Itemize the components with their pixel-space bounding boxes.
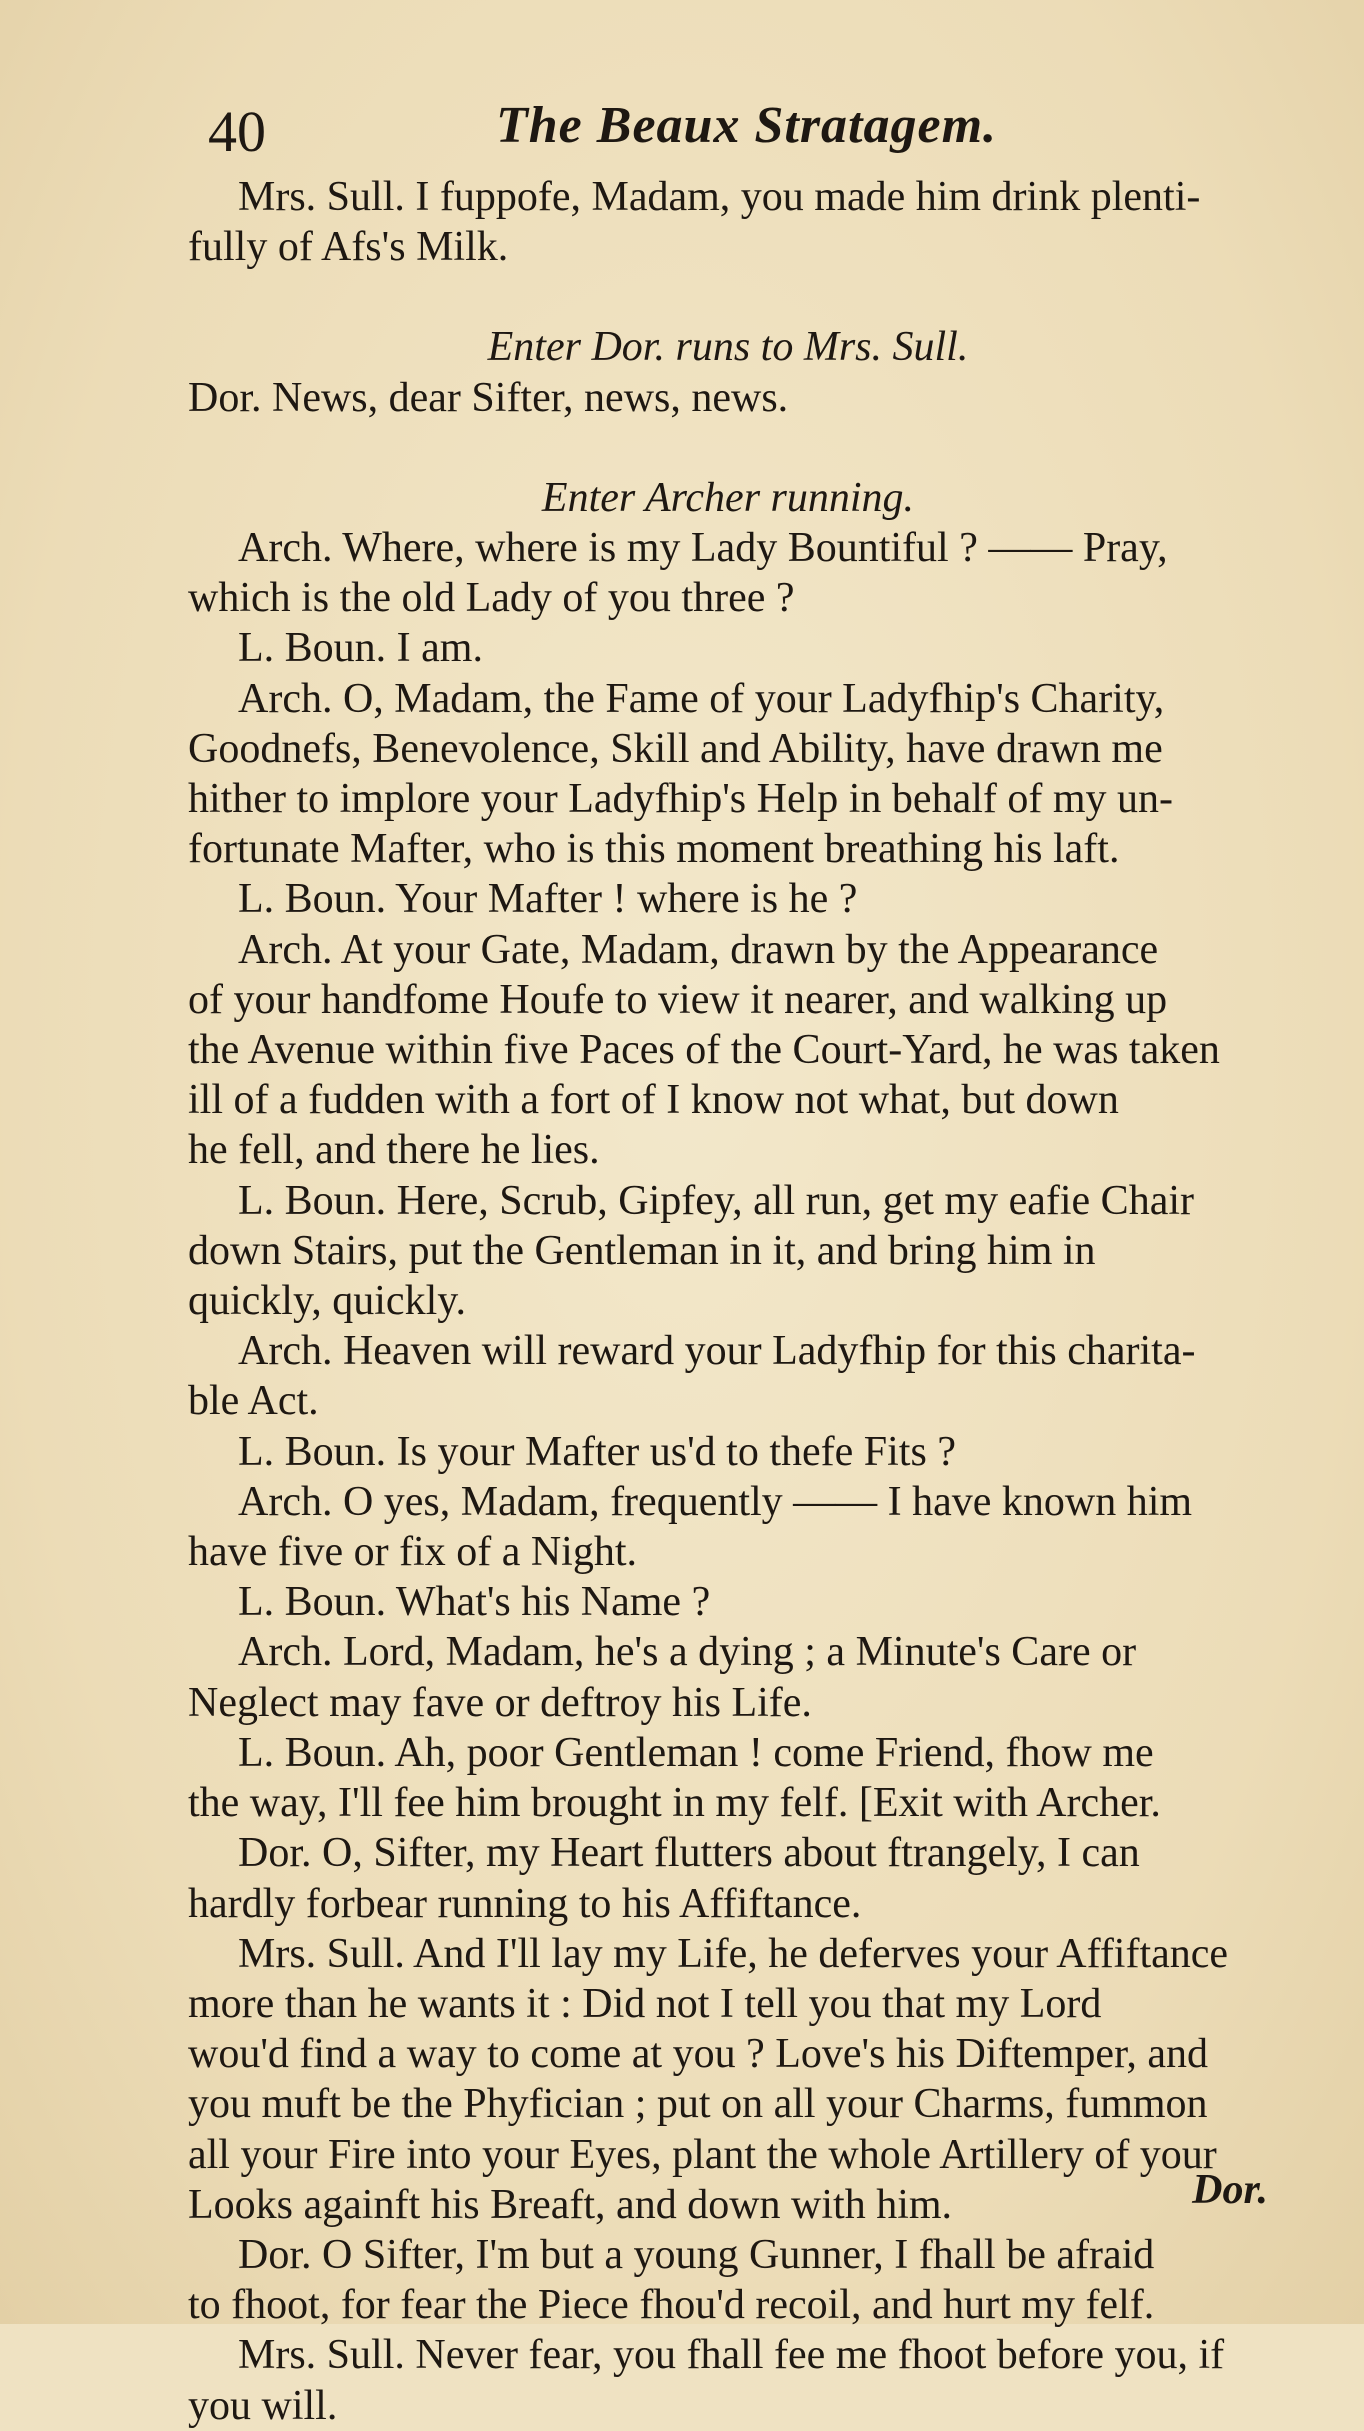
catchword: Dor. bbox=[1192, 2167, 1268, 2213]
text-line: Dor. O, Sifter, my Heart flutters about ftrangely, I can bbox=[238, 1830, 1140, 1877]
text-line: wou'd find a way to come at you ? Love's his Diftemper, and bbox=[188, 2031, 1209, 2078]
stage-direction: Enter Dor. runs to Mrs. Sull. bbox=[487, 324, 969, 371]
text-line: ill of a fudden with a fort of I know not what, but down bbox=[188, 1077, 1119, 1124]
text-line: the Avenue within five Paces of the Court-Yard, he was taken bbox=[188, 1027, 1220, 1074]
text-line: Arch. Heaven will reward your Ladyfhip for this charita- bbox=[238, 1328, 1196, 1375]
running-title: The Beaux Stratagem. bbox=[496, 97, 998, 154]
text-line: down Stairs, put the Gentleman in it, and bring him in bbox=[188, 1227, 1096, 1274]
text-line: L. Boun. Your Mafter ! where is he ? bbox=[238, 876, 858, 923]
text-line: have five or fix of a Night. bbox=[188, 1529, 638, 1576]
text-line: hither to implore your Ladyfhip's Help in behalf of my un- bbox=[188, 776, 1174, 823]
text-line: L. Boun. I am. bbox=[238, 625, 483, 672]
text-line: Looks againft his Breaft, and down with him. bbox=[188, 2181, 953, 2228]
text-line: which is the old Lady of you three ? bbox=[188, 575, 795, 622]
text-line: L. Boun. What's his Name ? bbox=[238, 1579, 711, 1626]
text-line: of your handfome Houfe to view it nearer, and walking up bbox=[188, 976, 1168, 1023]
text-line: Dor. O Sifter, I'm but a young Gunner, I fhall be afraid bbox=[238, 2231, 1155, 2278]
text-line: Arch. Lord, Madam, he's a dying ; a Minute's Care or bbox=[238, 1629, 1137, 1676]
text-line: Mrs. Sull. And I'll lay my Life, he deferves your Affiftance bbox=[238, 1930, 1229, 1977]
text-line: hardly forbear running to his Affiftance. bbox=[188, 1880, 862, 1927]
running-head bbox=[188, 96, 1268, 172]
text-line: Arch. At your Gate, Madam, drawn by the Appearance bbox=[238, 926, 1159, 973]
text-line: Arch. O yes, Madam, frequently —— I have known him bbox=[238, 1478, 1193, 1525]
text-line: L. Boun. Is your Mafter us'd to thefe Fits ? bbox=[238, 1428, 956, 1475]
text-line: L. Boun. Here, Scrub, Gipfey, all run, get my eafie Chair bbox=[238, 1177, 1194, 1224]
page-content bbox=[188, 96, 1268, 2431]
blank-line bbox=[188, 423, 1268, 473]
text-line: more than he wants it : Did not I tell you that my Lord bbox=[188, 1980, 1102, 2027]
text-line: Mrs. Sull. Never fear, you fhall fee me fhoot before you, if bbox=[238, 2332, 1225, 2379]
text-line: ble Act. bbox=[188, 1378, 319, 1425]
page-number: 40 bbox=[208, 99, 266, 164]
text-line: you muft be the Phyfician ; put on all your Charms, fummon bbox=[188, 2081, 1208, 2128]
text-line: Goodnefs, Benevolence, Skill and Ability, have drawn me bbox=[188, 725, 1163, 772]
play-text bbox=[188, 172, 1268, 2431]
text-line: you will. bbox=[188, 2382, 338, 2429]
text-line: fortunate Mafter, who is this moment breathing his laft. bbox=[188, 826, 1120, 873]
text-line: Arch. Where, where is my Lady Bountiful ? —— Pray, bbox=[238, 525, 1168, 572]
text-line: fully of Afs's Milk. bbox=[188, 224, 509, 271]
text-line: the way, I'll fee him brought in my felf. [Exit with Archer. bbox=[188, 1780, 1161, 1827]
text-line: all your Fire into your Eyes, plant the whole Artillery of your bbox=[188, 2131, 1217, 2178]
text-line: to fhoot, for fear the Piece fhou'd recoil, and hurt my felf. bbox=[188, 2282, 1155, 2329]
text-line: Mrs. Sull. I fuppofe, Madam, you made him drink plenti- bbox=[238, 174, 1201, 220]
text-line: he fell, and there he lies. bbox=[188, 1127, 600, 1174]
stage-direction: Enter Archer running. bbox=[541, 474, 915, 521]
text-line: Dor. News, dear Sifter, news, news. bbox=[188, 374, 789, 421]
blank-line bbox=[188, 272, 1268, 322]
text-line: quickly, quickly. bbox=[188, 1278, 467, 1325]
text-line: L. Boun. Ah, poor Gentleman ! come Friend, fhow me bbox=[238, 1729, 1154, 1776]
text-line: Neglect may fave or deftroy his Life. bbox=[188, 1679, 812, 1726]
text-line: Arch. O, Madam, the Fame of your Ladyfhip's Charity, bbox=[238, 675, 1165, 722]
